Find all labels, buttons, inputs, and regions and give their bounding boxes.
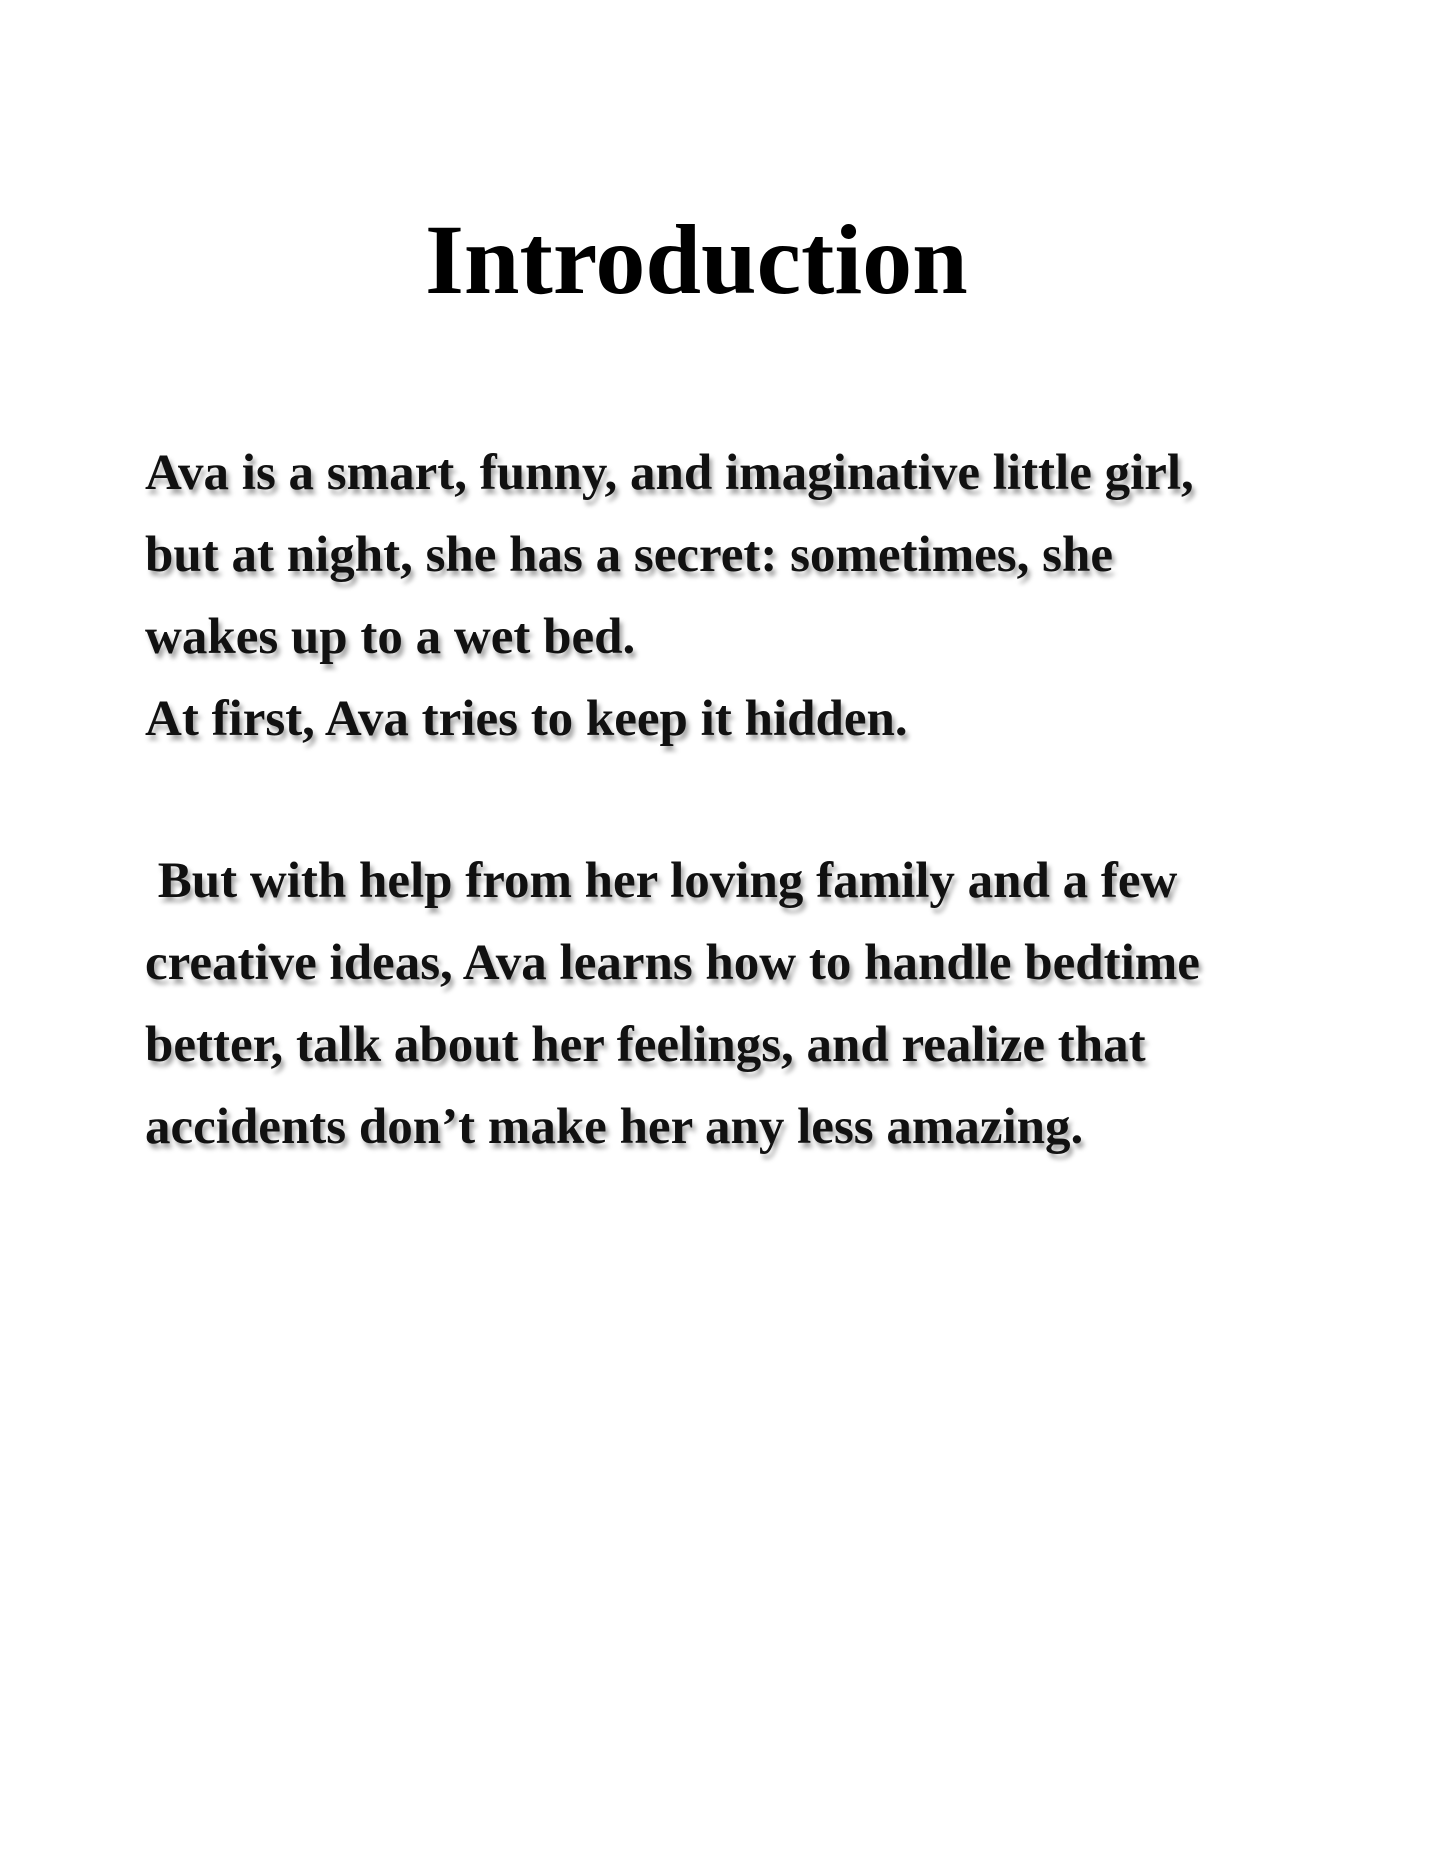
text-line: better, talk about her feelings, and realize that: [145, 1017, 1146, 1073]
text-line: accidents don’t make her any less amazing.: [145, 1099, 1084, 1155]
text-line: creative ideas, Ava learns how to handle bedtime: [145, 935, 1200, 991]
text-line: But with help from her loving family and a few: [145, 853, 1178, 909]
text-line: but at night, she has a secret: sometimes, she: [145, 527, 1114, 583]
intro-paragraph-2: [145, 840, 1375, 1168]
text-line: Ava is a smart, funny, and imaginative little girl,: [145, 445, 1194, 501]
text-line: wakes up to a wet bed.: [145, 609, 636, 665]
intro-paragraph-1: [145, 432, 1375, 760]
text-line: At first, Ava tries to keep it hidden.: [145, 691, 908, 747]
page-title: Introduction: [425, 204, 968, 315]
